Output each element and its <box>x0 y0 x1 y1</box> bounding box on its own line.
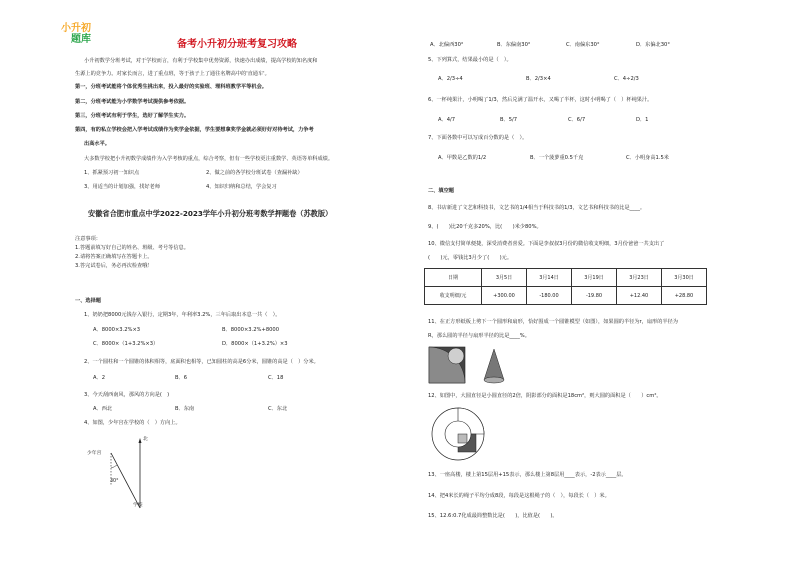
q3-option-b: B．东南 <box>175 406 195 412</box>
exam-title: 安徽省合肥市重点中学2022-2023学年小升初分班考数学押题卷（苏教版） <box>88 209 333 218</box>
tip-4: 4、知识归纳和总结，学会复习 <box>206 184 277 190</box>
table-header: 3月19日 <box>572 269 617 287</box>
guide-title: 备考小升初分班考复习攻略 <box>177 39 297 50</box>
q7-option-b: B．一个菠萝重0.5千克 <box>530 155 584 161</box>
table-cell: +12.40 <box>617 287 662 305</box>
cone-figure <box>428 346 518 386</box>
point-5: 出高水平。 <box>84 141 110 147</box>
table-cell: -180.00 <box>527 287 572 305</box>
direction-figure <box>83 436 163 516</box>
table-row <box>425 269 707 287</box>
circles-figure <box>430 406 490 466</box>
question-1: 1、奶奶把8000元钱存入银行，定期3年，年利率3.2%，三年后取出本息一共（ ）。 <box>84 312 281 318</box>
logo-text-top: 小升初 <box>61 23 91 34</box>
point-1: 第一，分班考试能将个体优秀生挑出来，投入最好的实验班、理科班教学平等机会。 <box>75 84 267 90</box>
q5-option-c: C．4÷2/3 <box>614 76 639 82</box>
question-12: 12、如图中，大圆直径是小圆直径的2倍，阴影部分的面积是18cm²，则大圆的面积是（ ）cm²。 <box>428 393 662 399</box>
notice-2: 2.请将答案正确填写在答题卡上。 <box>75 254 153 260</box>
q4-option-d: D．东偏北30° <box>636 42 670 48</box>
table-row-label: 收支明细/元 <box>425 287 482 305</box>
question-7: 7、下面各数中可以写成百分数的是（ ）。 <box>428 135 528 141</box>
logo <box>57 22 111 48</box>
point-3: 第三，分班考试有利于学生，选好了解学生实力。 <box>75 113 190 119</box>
question-5: 5、下列算式，结果最小的是（ ）。 <box>428 57 512 63</box>
q6-option-b: B．5/7 <box>500 117 518 123</box>
section-choice: 一、选择题 <box>75 298 101 304</box>
q1-option-d: D．8000×（1+3.2%）×3 <box>222 341 288 347</box>
table-header: 3月23日 <box>617 269 662 287</box>
q2-option-a: A．2 <box>93 375 106 381</box>
figure-north-label: 北 <box>143 437 148 442</box>
tip-3: 3、用适当的计划加强，找好老师 <box>84 184 160 190</box>
question-6: 6、一杯纯果汁，小明喝了1/3，然后兑满了温开水，又喝了半杯，这时小明喝了（ ）杯纯果汁。 <box>428 97 653 103</box>
question-14: 14、把4米长的绳子平均分成8段，每段是这根绳子的（ ），每段长（ ）米。 <box>428 493 610 499</box>
q4-option-b: B．东偏南30° <box>497 42 531 48</box>
q6-option-c: C．6/7 <box>568 117 586 123</box>
table-header: 3月30日 <box>662 269 707 287</box>
q3-option-a: A．西北 <box>93 406 113 412</box>
q5-option-a: A．2/3÷4 <box>438 76 463 82</box>
question-4: 4、如图，少年宫在学校的（ ）方向上。 <box>84 420 181 426</box>
table-header: 3月5日 <box>482 269 527 287</box>
question-13: 13、一座高楼，楼上第15层用+15表示，那么楼上第8层用____表示，-2表示____层。 <box>428 472 627 478</box>
notice-title: 注意事项： <box>75 236 101 242</box>
notice-3: 3.答完试卷后，务必再次检查哦！ <box>75 263 153 269</box>
question-10-cont: ( )元，零钱比3月少了( )元。 <box>428 255 513 261</box>
table-cell: +28.80 <box>662 287 707 305</box>
question-15: 15、12.6:0.7化成最简整数比是( )，比值是( )。 <box>428 513 558 519</box>
question-9: 9、( )比20千克多20%，比( )米少80%。 <box>428 224 542 230</box>
question-11-cont: R，那么圆的半径与扇形半径的比是____%。 <box>428 333 530 339</box>
section-fill: 二、填空题 <box>428 188 454 194</box>
q4-option-c: C．南偏东30° <box>566 42 600 48</box>
q7-option-a: A．甲数是乙数的1/2 <box>438 155 487 161</box>
q1-option-c: C．8000×（1+3.2%×3） <box>93 341 159 347</box>
table-cell: -19.80 <box>572 287 617 305</box>
intro-line-2: 生源上的竞争力。对家长而言，进了重点班，等于孩子上了通往名牌高中的'直通车'。 <box>75 71 270 77</box>
question-10: 10、微信支付简单便捷，深受消费者喜爱。下面是李叔叔3月份的微信收支明细，3月份爸爸一共支出了 <box>428 241 665 247</box>
question-8: 8、书店新进了文艺和科技书，文艺书的1/4相当于科技书的1/3，文艺书和科技书的比是____。 <box>428 205 646 211</box>
q1-option-a: A．8000×3.2%×3 <box>93 327 141 333</box>
q2-option-c: C．18 <box>268 375 284 381</box>
q1-option-b: B．8000×3.2%+8000 <box>222 327 280 333</box>
q2-option-b: B．6 <box>175 375 188 381</box>
question-3: 3、今天刮西南风，那风的方向是( ) <box>84 392 170 398</box>
notice-1: 1.答题前填写好自己的姓名、班级、考号等信息。 <box>75 245 189 251</box>
question-11: 11、在正方形纸板上剪下一个圆形和扇形，恰好围成一个圆锥模型（如图），如果圆的半径为r，扇形的半径为 <box>428 319 678 325</box>
advice: 大多数学校把小升初数学成绩作为入学考核的重点，综合考察，但有一些学校更注重数学、英语等单科成绩。 <box>84 156 334 162</box>
intro-line-1: 小升初数学分班考试，对于学校而言，有利于学校集中优势资源，快速办出成绩，提高学校的知名度和 <box>84 58 318 64</box>
q5-option-b: B．2/3×4 <box>526 76 551 82</box>
q6-option-d: D．1 <box>636 117 649 123</box>
figure-angle-label: 30° <box>110 479 119 484</box>
payment-table <box>424 268 707 305</box>
table-header: 日期 <box>425 269 482 287</box>
tip-1: 1、抓紧预习初一知识点 <box>84 170 140 176</box>
q3-option-c: C．东北 <box>268 406 288 412</box>
q6-option-a: A．4/7 <box>438 117 456 123</box>
figure-school-label: 学校 <box>133 503 143 508</box>
table-row <box>425 287 707 305</box>
tip-2: 2、做之前的各学校分班试卷（查漏补缺） <box>206 170 303 176</box>
table-cell: +300.00 <box>482 287 527 305</box>
figure-palace-label: 少年宫 <box>87 451 102 456</box>
point-4: 第四，有的私立学校会把入学考试成绩作为奖学金依据，学生要想拿奖学金就必须好好对待考试，力争考 <box>75 127 314 133</box>
table-header: 3月14日 <box>527 269 572 287</box>
q7-option-c: C．小明身高1.5米 <box>626 155 669 161</box>
q4-option-a: A．北偏西30° <box>430 42 464 48</box>
question-2: 2、一个圆柱和一个圆锥的体积相等，底面积也相等，已知圆柱的高是6分米，圆锥的高是（ ）分米。 <box>84 359 319 365</box>
point-2: 第二，分班考试能为小学数学考试提供参考依据。 <box>75 99 190 105</box>
logo-text-bottom: 题库 <box>71 34 91 45</box>
